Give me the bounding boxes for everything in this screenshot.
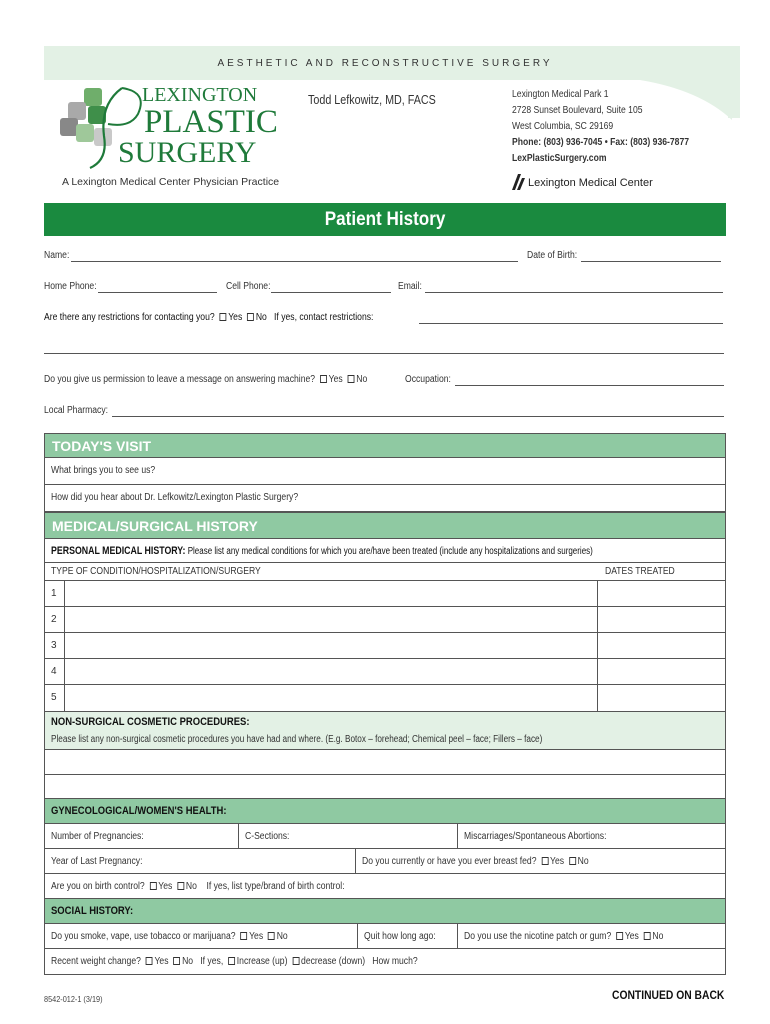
occupation-field[interactable] [455,385,724,386]
home-phone-field[interactable] [98,292,217,293]
physician-name: Todd Lefkowitz, MD, FACS [308,93,436,107]
gyn-row-2 [44,849,726,874]
cell-phone-label: Cell Phone: [226,281,271,292]
yes-label: Yes [154,956,169,967]
restrictions-field-line2[interactable] [44,353,724,354]
restrictions-yes-checkbox[interactable] [220,313,227,321]
dob-field[interactable] [581,261,721,262]
condition-cell[interactable] [64,581,65,606]
row-number: 3 [51,640,57,651]
yes-label: Yes [249,931,264,942]
breastfed-label: Do you currently or have you ever breast fed? [362,856,537,867]
csections-cell[interactable] [238,824,290,848]
pregnancies-label: Number of Pregnancies: [51,831,144,842]
form-number: 8542-012-1 (3/19) [44,994,103,1004]
lmc-logo-text: Lexington Medical Center [528,177,653,189]
yes-label: Yes [328,374,343,385]
history-row-4[interactable] [44,659,726,685]
practice-logo [54,84,278,174]
weight-ifyes-label: If yes, [200,956,224,967]
nicotine-label: Do you use the nicotine patch or gum? [464,931,612,942]
no-label: No [652,931,664,942]
logo-subtitle: A Lexington Medical Center Physician Practice [62,176,280,188]
cell-phone-field[interactable] [271,292,391,293]
message-no-checkbox[interactable] [348,375,355,383]
social-row-1 [44,924,726,949]
visit-reason-row[interactable] [44,458,726,485]
smoke-no-checkbox[interactable] [268,932,275,940]
lmc-logo-icon [510,172,526,192]
history-table-header [44,563,726,581]
no-label: No [356,374,368,385]
home-phone-label: Home Phone: [44,281,97,292]
referral-source-label: How did you hear about Dr. Lefkowitz/Lexington Plastic Surgery? [51,492,299,503]
address-line1: Lexington Medical Park 1 [512,89,609,100]
col-dates-header: DATES TREATED [605,566,675,577]
dates-cell[interactable] [597,607,598,632]
personal-history-title: PERSONAL MEDICAL HISTORY: [51,545,186,557]
dates-cell[interactable] [597,659,598,684]
pharmacy-label: Local Pharmacy: [44,405,109,416]
logo-line-lexington: LEXINGTON [142,84,258,106]
name-field[interactable] [71,261,518,262]
breastfed-no-checkbox[interactable] [569,857,576,865]
referral-source-row[interactable] [44,485,726,512]
row-number: 5 [51,692,57,703]
restrictions-no-checkbox[interactable] [247,313,254,321]
restrictions-row [44,312,427,323]
birth-control-ifyes-label: If yes, list type/brand of birth control: [206,881,345,892]
no-label: No [577,856,589,867]
weight-yes-checkbox[interactable] [146,957,153,965]
increase-checkbox[interactable] [228,957,235,965]
quit-label: Quit how long ago: [364,931,436,942]
smoke-yes-checkbox[interactable] [240,932,247,940]
row-number: 4 [51,666,57,677]
message-question: Do you give us permission to leave a message on answering machine? [44,374,316,385]
miscarriages-label: Miscarriages/Spontaneous Abortions: [464,831,607,842]
dates-cell[interactable] [597,633,598,658]
yes-label: Yes [624,931,639,942]
website: LexPlasticSurgery.com [512,153,607,164]
restrictions-field[interactable] [419,323,723,324]
personal-history-row [44,539,726,563]
address-line3: West Columbia, SC 29169 [512,121,614,132]
visit-reason-label: What brings you to see us? [51,465,156,476]
no-label: No [182,956,194,967]
row-number: 1 [51,588,57,599]
yes-label: Yes [158,881,173,892]
non-surgical-title: NON-SURGICAL COSMETIC PROCEDURES: [51,716,250,728]
phone-fax: Phone: (803) 936-7045 • Fax: (803) 936-7877 [512,137,690,148]
message-row [44,374,420,385]
gyn-row-3 [44,874,726,899]
csections-label: C-Sections: [245,831,290,842]
condition-cell[interactable] [64,685,65,711]
email-field[interactable] [425,292,723,293]
address-line2: 2728 Sunset Boulevard, Suite 105 [512,105,643,116]
breastfed-yes-checkbox[interactable] [541,857,548,865]
email-label: Email: [398,281,422,292]
decrease-checkbox[interactable] [292,957,299,965]
weight-change-label: Recent weight change? [51,956,141,967]
social-row-2 [44,949,726,975]
medical-history-header: MEDICAL/SURGICAL HISTORY [44,512,726,539]
yes-label: Yes [550,856,565,867]
row-number: 2 [51,614,57,625]
history-row-5[interactable] [44,685,726,712]
nicotine-cell [457,924,664,948]
no-label: No [255,312,267,323]
birth-control-label: Are you on birth control? [51,881,145,892]
social-header: SOCIAL HISTORY: [44,899,726,924]
no-label: No [276,931,288,942]
history-row-3[interactable] [44,633,726,659]
non-surgical-line-1[interactable] [44,750,726,775]
last-pregnancy-label: Year of Last Pregnancy: [51,856,143,867]
todays-visit-header: TODAY'S VISIT [44,433,726,458]
quit-cell[interactable] [357,924,436,948]
breastfed-cell [355,849,589,873]
birth-control-yes-checkbox[interactable] [150,882,157,890]
condition-cell[interactable] [64,633,65,658]
logo-line-plastic: PLASTIC [144,104,278,140]
condition-cell[interactable] [64,659,65,684]
birth-control-no-checkbox[interactable] [177,882,184,890]
pharmacy-field[interactable] [112,416,724,417]
tagline: AESTHETIC AND RECONSTRUCTIVE SURGERY [217,58,553,69]
condition-cell[interactable] [64,607,65,632]
non-surgical-header [44,712,726,750]
dates-cell[interactable] [597,685,598,711]
miscarriages-cell[interactable] [457,824,607,848]
gyn-row-1 [44,824,726,849]
increase-label: Increase (up) [236,956,288,967]
form-title: Patient History [44,203,726,236]
restrictions-ifyes-label: If yes, contact restrictions: [274,312,374,323]
personal-history-instructions: Please list any medical conditions for which you are/have been treated (include any hospitalizations and surgeries) [187,546,593,557]
gyn-header: GYNECOLOGICAL/WOMEN'S HEALTH: [44,799,726,824]
no-label: No [185,881,197,892]
non-surgical-line-2[interactable] [44,775,726,799]
continued-on-back: CONTINUED ON BACK [612,988,725,1002]
nicotine-yes-checkbox[interactable] [616,932,623,940]
col-type-header: TYPE OF CONDITION/HOSPITALIZATION/SURGERY [51,566,261,577]
dob-label: Date of Birth: [527,250,578,261]
history-row-1[interactable] [44,581,726,607]
non-surgical-instructions: Please list any non-surgical cosmetic procedures you have had and where. (E.g. Botox – forehead; Chemical peel – face; Fillers – face) [51,734,543,745]
restrictions-question: Are there any restrictions for contacting you? [44,312,215,323]
message-yes-checkbox[interactable] [320,375,327,383]
occupation-label: Occupation: [405,374,451,385]
dates-cell[interactable] [597,581,598,606]
yes-label: Yes [228,312,243,323]
nicotine-no-checkbox[interactable] [644,932,651,940]
history-row-2[interactable] [44,607,726,633]
decrease-label: decrease (down) [301,956,366,967]
how-much-label: How much? [372,956,418,967]
weight-no-checkbox[interactable] [173,957,180,965]
name-label: Name: [44,250,70,261]
smoke-label: Do you smoke, vape, use tobacco or marijuana? [51,931,236,942]
logo-line-surgery: SURGERY [118,136,257,169]
